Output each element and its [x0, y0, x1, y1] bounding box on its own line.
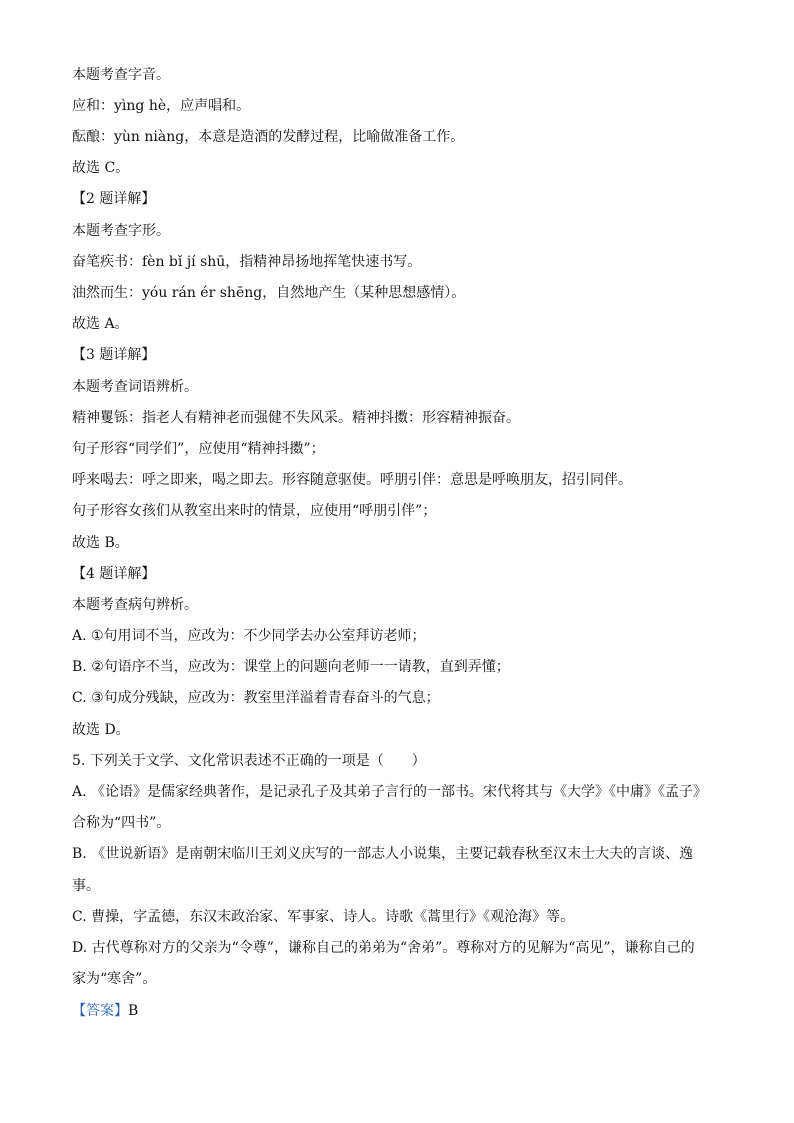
answer-line: [72, 1001, 732, 1021]
option-b: B. 《世说新语》是南朝宋临川王刘义庆写的一部志人小说集，主要记载春秋至汉末士大夫的言谈、逸: [72, 846, 694, 862]
text-line: 应和：yìng hè，应声唱和。: [72, 98, 251, 114]
option-c: C. 曹操，字孟德，东汉末政治家、军事家、诗人。诗歌《蒿里行》《观沧海》等。: [72, 909, 575, 925]
text-line: 故选 B。: [72, 535, 129, 551]
option-a-cont: 合称为“四书”。: [72, 815, 171, 831]
text-line: 本题考查字音。: [72, 67, 170, 83]
section-heading: 【2 题详解】: [72, 191, 156, 207]
section-heading: 【3 题详解】: [72, 347, 156, 363]
answer-value: B: [128, 1003, 139, 1019]
text-line: A. ①句用词不当，应改为：不少同学去办公室拜访老师；: [72, 628, 426, 644]
text-line: 句子形容女孩们从教室出来时的情景，应使用“呼朋引伴”；: [72, 503, 437, 519]
question-stem: 5. 下列关于文学、文化常识表述不正确的一项是（ ）: [72, 753, 426, 769]
text-line: 故选 A。: [72, 316, 129, 332]
text-line: 本题考查病句辨析。: [72, 597, 198, 613]
text-line: B. ②句语序不当，应改为：课堂上的问题向老师一一请教，直到弄懂；: [72, 659, 510, 675]
text-line: 油然而生：yóu rán ér shēng，自然地产生（某种思想感情）。: [72, 285, 466, 301]
text-line: 本题考查字形。: [72, 223, 170, 239]
text-line: 呼来喝去：呼之即来，喝之即去。形容随意驱使。呼朋引伴：意思是呼唤朋友，招引同伴。: [72, 472, 632, 488]
option-b-cont: 事。: [72, 878, 100, 894]
section-heading: 【4 题详解】: [72, 566, 156, 582]
text-line: 奋笔疾书：fèn bǐ jí shū，指精神昂扬地挥笔快速书写。: [72, 254, 422, 270]
text-line: 故选 D。: [72, 722, 130, 738]
text-line: 精神矍铄：指老人有精神老而强健不失风采。精神抖擞：形容精神振奋。: [72, 410, 520, 426]
text-line: 本题考查词语辨析。: [72, 379, 198, 395]
option-d-cont: 家为“寒舍”。: [72, 971, 157, 987]
text-line: 句子形容“同学们”，应使用“精神抖擞”；: [72, 441, 325, 457]
text-line: C. ③句成分残缺，应改为：教室里洋溢着青春奋斗的气息；: [72, 690, 440, 706]
option-a: A. 《论语》是儒家经典著作，是记录孔子及其弟子言行的一部书。宋代将其与《大学》《中庸》《孟子》: [72, 784, 708, 800]
text-line: 故选 C。: [72, 160, 130, 176]
option-d: D. 古代尊称对方的父亲为“令尊”，谦称自己的弟弟为“舍弟”。尊称对方的见解为“高见”，谦称自己的: [72, 940, 695, 956]
text-line: 酝酿：yùn niàng，本意是造酒的发酵过程，比喻做准备工作。: [72, 129, 465, 145]
answer-label: 【答案】: [72, 1003, 128, 1019]
